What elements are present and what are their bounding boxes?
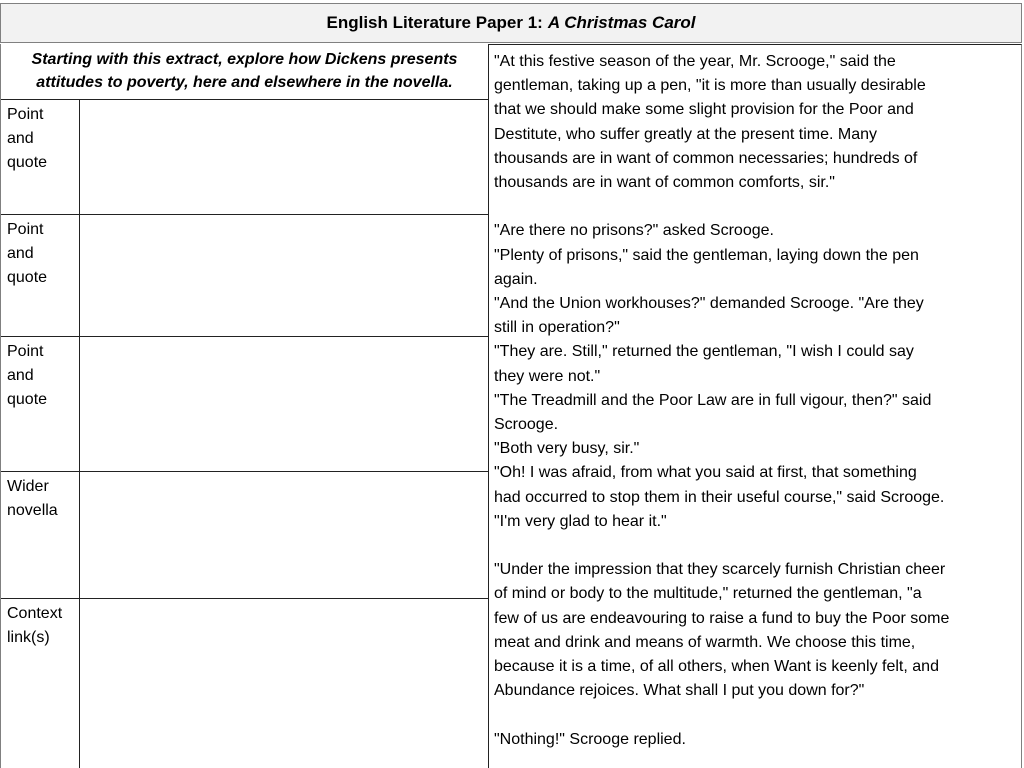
table-row-point-3: [1, 337, 489, 472]
extract-line: Abundance rejoices. What shall I put you down for?": [494, 682, 865, 700]
extract-line: thousands are in want of common comforts, sir.": [494, 174, 835, 192]
table-row-wider-novella: [1, 472, 489, 599]
extract-line: Destitute, who suffer greatly at the present time. Many: [494, 125, 877, 143]
extract-line: that we should make some slight provision for the Poor and: [494, 101, 914, 119]
row-label: [1, 472, 80, 598]
row-label-line: and: [7, 367, 34, 384]
answer-cell[interactable]: [80, 100, 489, 214]
extract-line: few of us are endeavouring to raise a fund to buy the Poor some: [494, 609, 950, 627]
row-label-line: and: [7, 245, 34, 262]
table-row-point-2: [1, 215, 489, 337]
response-table: [0, 44, 488, 768]
table-row-context: [1, 599, 489, 768]
answer-cell[interactable]: [80, 472, 489, 598]
row-label: [1, 337, 80, 471]
row-label-line: novella: [7, 502, 58, 519]
extract-line: "The Treadmill and the Poor Law are in full vigour, then?" said: [494, 391, 932, 409]
question-line-2: attitudes to poverty, here and elsewhere in the novella.: [36, 74, 453, 91]
paragraph-gap: [494, 703, 1015, 727]
extract-line: gentleman, taking up a pen, "it is more than usually desirable: [494, 77, 926, 95]
extract-line: "Are there no prisons?" asked Scrooge.: [494, 222, 774, 240]
table-row-point-1: [1, 100, 489, 215]
extract-line: of mind or body to the multitude," returned the gentleman, "a: [494, 585, 922, 603]
extract-line: "They are. Still," returned the gentleman, "I wish I could say: [494, 343, 914, 361]
page-title: [0, 3, 1022, 43]
extract-line: they were not.": [494, 367, 601, 385]
row-label-line: Point: [7, 106, 44, 123]
extract-line: "Under the impression that they scarcely furnish Christian cheer: [494, 561, 946, 579]
row-label-line: Wider: [7, 478, 49, 495]
row-label: [1, 100, 80, 214]
extract-line: "Both very busy, sir.": [494, 440, 640, 458]
extract-line: "And the Union workhouses?" demanded Scrooge. "Are they: [494, 295, 924, 313]
row-label-line: quote: [7, 391, 48, 408]
extract-line: "Oh! I was afraid, from what you said at first, that something: [494, 464, 917, 482]
row-label: [1, 215, 80, 336]
row-label-line: quote: [7, 154, 48, 171]
extract-line: again.: [494, 270, 538, 288]
row-label-line: link(s): [7, 629, 50, 646]
extract-line: had occurred to stop them in their useful course," said Scrooge.: [494, 488, 945, 506]
row-label: [1, 599, 80, 768]
row-label-line: Point: [7, 343, 44, 360]
extract-line: still in operation?": [494, 319, 620, 337]
extract-line: "Nothing!" Scrooge replied.: [494, 730, 686, 748]
paragraph-gap: [494, 195, 1015, 219]
answer-cell[interactable]: [80, 337, 489, 471]
extract-line: meat and drink and means of warmth. We choose this time,: [494, 633, 916, 651]
answer-cell[interactable]: [80, 599, 489, 768]
row-label-line: Point: [7, 221, 44, 238]
question-prompt: [1, 44, 489, 100]
paragraph-gap: [494, 534, 1015, 558]
extract-line: "Plenty of prisons," said the gentleman, laying down the pen: [494, 246, 919, 264]
row-label-line: and: [7, 130, 34, 147]
title-prefix: English Literature Paper 1:: [326, 13, 543, 32]
extract-line: "At this festive season of the year, Mr. Scrooge," said the: [494, 53, 896, 70]
extract-text: [488, 44, 1022, 768]
question-line-1: Starting with this extract, explore how Dickens presents: [31, 51, 458, 68]
extract-line: Scrooge.: [494, 416, 559, 434]
extract-line: thousands are in want of common necessaries; hundreds of: [494, 149, 918, 167]
row-label-line: quote: [7, 269, 48, 286]
extract-line: because it is a time, of all others, when Want is keenly felt, and: [494, 658, 939, 676]
title-work: A Christmas Carol: [547, 13, 696, 32]
row-label-line: Context: [7, 605, 63, 622]
answer-cell[interactable]: [80, 215, 489, 336]
extract-line: "I'm very glad to hear it.": [494, 512, 667, 530]
